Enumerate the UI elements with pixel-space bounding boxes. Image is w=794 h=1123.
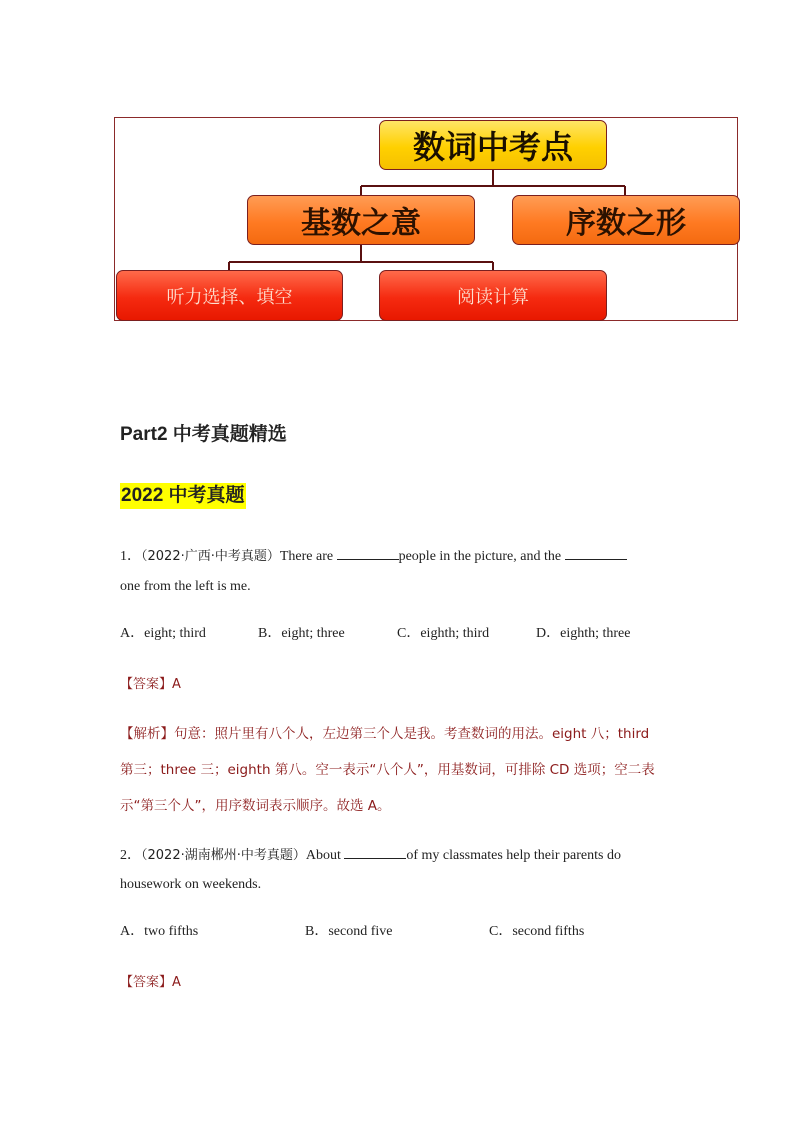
question-2-source: （2022·湖南郴州·中考真题）: [141, 848, 306, 863]
diagram-cardinal-node: 基数之意: [247, 195, 475, 245]
question-1-option-b: B．eight; three: [258, 626, 345, 641]
question-2-line-2: housework on weekends.: [120, 877, 262, 892]
question-2-number: 2．: [120, 848, 141, 863]
question-1-analysis-line-2: 第三；three 三；eighth 第八。空一表示“八个人”，用基数词，可排除 CD 选项；空二表: [120, 762, 655, 778]
question-1-source: （2022·广西·中考真题）: [141, 549, 280, 564]
question-2-answer: 【答案】A: [120, 975, 181, 990]
question-2-line-1: [120, 844, 621, 864]
question-2-text-a: About: [305, 848, 345, 863]
question-1-text-b: people in the picture, and the: [398, 549, 565, 564]
question-1-text-a: There are: [279, 549, 337, 564]
diagram-listening-node: 听力选择、填空: [116, 270, 343, 321]
question-1-option-a: A．eight; third: [120, 626, 206, 641]
diagram-root-node: 数词中考点: [379, 120, 607, 170]
diagram-ordinal-node: 序数之形: [512, 195, 740, 245]
question-1-line-1: [120, 545, 627, 565]
question-1-blank-1: [337, 547, 399, 560]
question-1-line-2: one from the left is me.: [120, 579, 251, 594]
question-2-option-c: C．second fifths: [489, 924, 585, 939]
question-1-analysis-line-1: 【解析】句意：照片里有八个人，左边第三个人是我。考查数词的用法。eight 八；third: [120, 726, 650, 742]
diagram-reading-node: 阅读计算: [379, 270, 607, 321]
question-2-option-b: B．second five: [305, 924, 393, 939]
question-1-answer: 【答案】A: [120, 677, 181, 692]
question-2-blank: [344, 846, 406, 859]
question-1-analysis-line-3: 示“第三个人”，用序数词表示顺序。故选 A。: [120, 798, 391, 814]
question-1-blank-2: [565, 547, 627, 560]
question-2-option-a: A．two fifths: [120, 924, 199, 939]
question-1-number: 1．: [120, 549, 141, 564]
question-1-option-c: C．eighth; third: [397, 626, 490, 641]
part-title: Part2 中考真题精选: [120, 424, 287, 445]
question-2-text-b: of my classmates help their parents do: [406, 848, 621, 863]
year-heading: 2022 中考真题: [120, 483, 246, 509]
numeral-mind-map: [114, 117, 738, 321]
question-1-option-d: D．eighth; three: [536, 626, 631, 641]
